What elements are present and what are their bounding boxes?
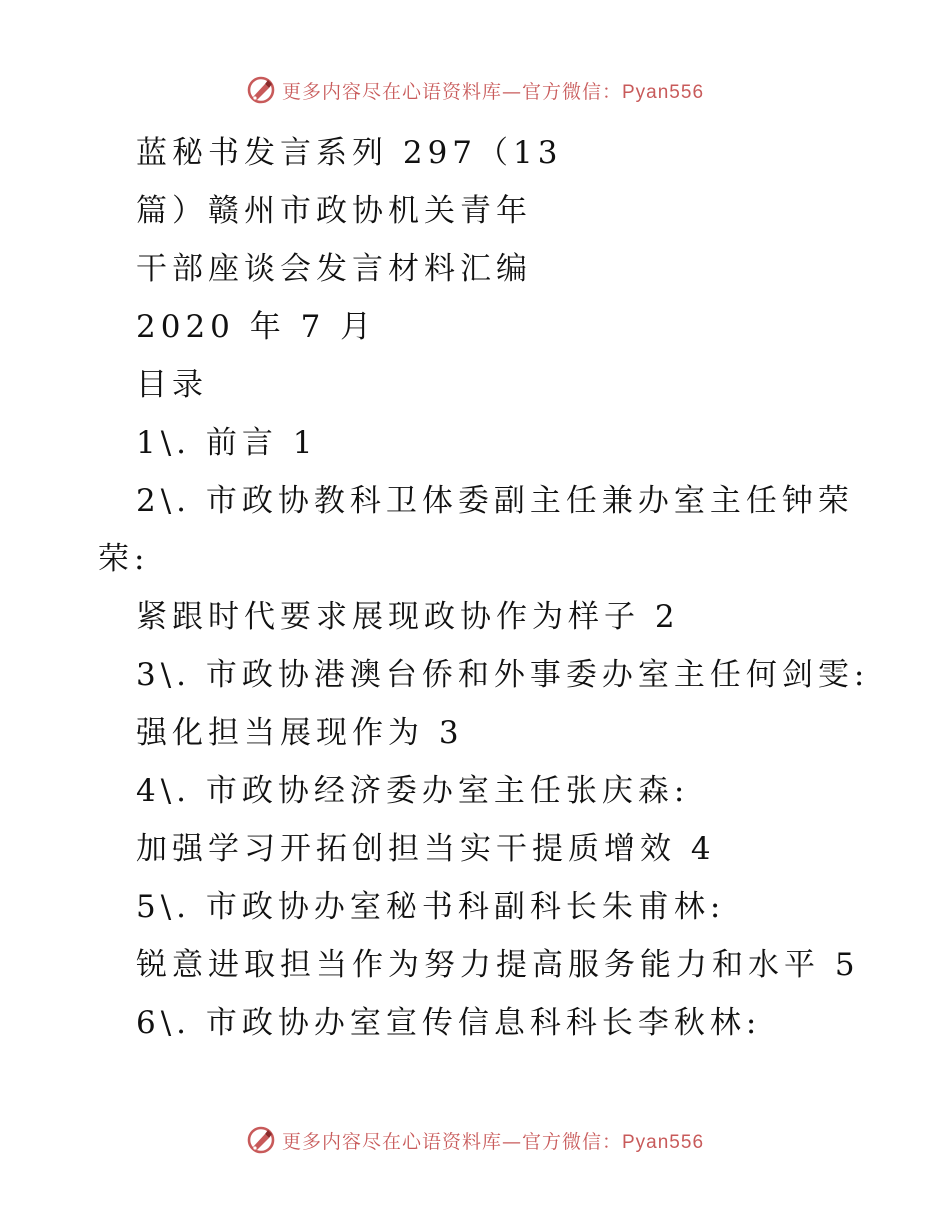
toc-entry-2-author-cont: 荣: <box>98 541 150 577</box>
doc-title-line-2: 篇）赣州市政协机关青年 <box>136 193 532 229</box>
toc-entry-5-author: 5\. 市政协办室秘书科副科长朱甫林: <box>136 889 726 925</box>
header-watermark <box>0 70 950 110</box>
toc-entry-4-title: 加强学习开拓创担当实干提质增效 4 <box>136 831 716 867</box>
toc-entry-2-title: 紧跟时代要求展现政协作为样子 2 <box>136 599 680 635</box>
footer-watermark-wechat-id: Pyan556 <box>622 1131 705 1153</box>
doc-date: 2020 年 7 月 <box>136 309 377 345</box>
toc-entry-2-author: 2\. 市政协教科卫体委副主任兼办室主任钟荣 <box>136 483 854 519</box>
toc-entry-3-title: 强化担当展现作为 3 <box>136 715 464 751</box>
toc-entry-4-author: 4\. 市政协经济委办室主任张庆森: <box>136 773 690 809</box>
header-watermark-text: 更多内容尽在心语资料库—官方微信： <box>281 80 622 103</box>
footer-watermark <box>0 1120 950 1160</box>
doc-title-line-3: 干部座谈会发言材料汇编 <box>136 251 532 287</box>
pen-logo-icon <box>246 1125 276 1155</box>
pen-logo-icon <box>246 75 276 105</box>
toc-heading: 目录 <box>136 367 208 403</box>
toc-entry-1: 1\. 前言 1 <box>136 425 318 461</box>
document-body <box>0 124 950 1052</box>
header-watermark-wechat-id: Pyan556 <box>622 81 705 103</box>
toc-entry-5-title: 锐意进取担当作为努力提高服务能力和水平 5 <box>136 947 860 983</box>
doc-title-line-1: 蓝秘书发言系列 297（13 <box>136 135 563 171</box>
footer-watermark-text: 更多内容尽在心语资料库—官方微信： <box>281 1130 622 1153</box>
toc-entry-6-author: 6\. 市政协办室宣传信息科科长李秋林: <box>136 1005 762 1041</box>
toc-entry-3-author: 3\. 市政协港澳台侨和外事委办室主任何剑雯: <box>136 657 870 693</box>
